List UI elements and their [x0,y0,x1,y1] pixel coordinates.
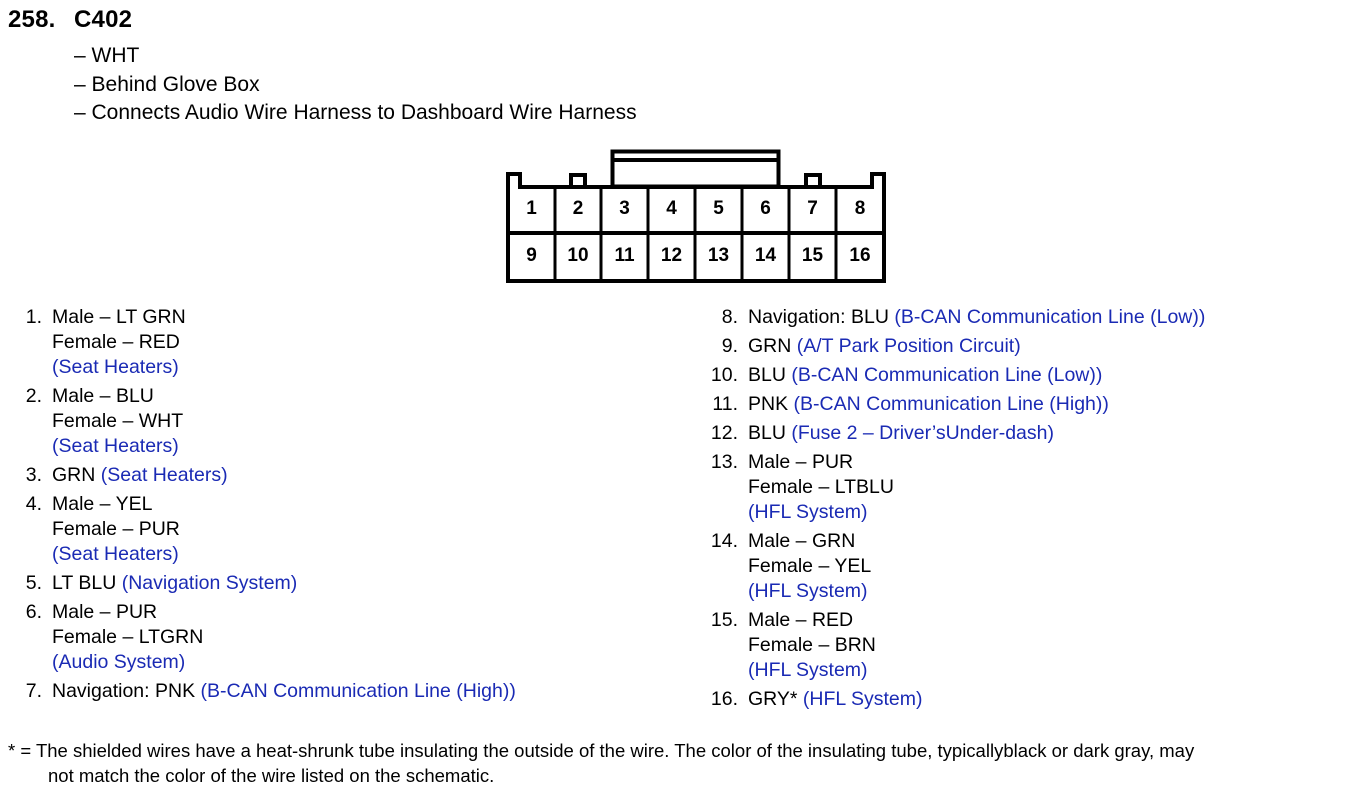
circuit-annotation: (B-CAN Communication Line (Low)) [894,306,1206,328]
wire-color-text: BLU [748,422,786,444]
connector-pin-number: 6 [760,198,771,219]
pin-entry [4,571,516,596]
connector-pin-number: 11 [614,245,635,266]
pin-line [52,600,516,625]
wire-color-text: Female – LTGRN [52,626,204,648]
pin-line [52,650,516,675]
pin-line [52,492,516,517]
wire-color-text: Female – LTBLU [748,476,894,498]
wire-color-text: Male – YEL [52,493,153,515]
pin-line [748,687,1205,712]
pin-entry [700,529,1205,604]
connector-pin-number: 16 [849,245,871,266]
pin-line [748,305,1205,330]
connector-color: – WHT [74,44,140,67]
connector-pin-number: 8 [854,198,866,219]
pin-line [52,571,516,596]
pin-entry [4,492,516,567]
circuit-annotation: (Fuse 2 – Driver’sUnder-dash) [791,422,1054,444]
pin-number: 7. [25,680,42,702]
wire-color-text: LT BLU [52,572,117,594]
wire-color-text: GRN [52,464,96,486]
pin-number: 15. [710,609,738,631]
circuit-annotation: (HFL System) [802,688,923,710]
pin-line [748,579,1205,604]
wire-color-text: Female – RED [52,331,180,353]
connector-pin-number: 15 [801,245,824,266]
section-number: 258. [8,6,56,33]
pin-line [52,434,516,459]
wire-color-text: Male – GRN [748,530,856,552]
wire-color-text: PNK [748,393,789,415]
wire-color-text: Male – PUR [748,451,854,473]
pin-line [748,421,1205,446]
wire-color-text: GRY* [748,688,798,710]
pin-number: 3. [25,464,42,486]
pin-line [52,625,516,650]
pin-number: 8. [721,306,738,328]
pin-line [748,475,1205,500]
pin-line [748,392,1205,417]
pin-list-right [700,305,1205,716]
pin-number: 2. [25,385,42,407]
pin-number: 4. [25,493,42,515]
pin-line [52,330,516,355]
connector-pin-number: 9 [526,245,537,266]
footnote [8,738,1358,788]
pin-entry [4,463,516,488]
pin-number: 6. [25,601,42,623]
pin-number: 10. [710,364,738,386]
wire-color-text: Female – WHT [52,410,184,432]
pin-line [748,608,1205,633]
pin-line [748,500,1205,525]
connector-lock-tab [613,152,779,187]
connector-id: C402 [74,6,133,33]
circuit-annotation: (Seat Heaters) [100,464,228,486]
pin-line [52,463,516,488]
pin-line [748,658,1205,683]
wire-color-text: BLU [748,364,786,386]
connector-location: – Behind Glove Box [74,72,260,96]
pin-line [52,355,516,380]
connector-pin-number: 10 [567,245,589,266]
connector-pin-number: 1 [526,198,537,219]
pin-entry [700,363,1205,388]
connector-pin-number: 7 [807,198,818,219]
pin-entry [700,450,1205,525]
circuit-annotation: (Audio System) [52,651,186,673]
wire-color-text: Female – PUR [52,518,180,540]
wire-color-text: Male – BLU [52,385,154,407]
pin-line [52,305,516,330]
wire-color-text: GRN [748,335,792,357]
pin-line [52,517,516,542]
pin-entry [700,687,1205,712]
pin-number: 9. [721,335,738,357]
pin-line [52,384,516,409]
connector-pin-number: 3 [619,198,630,219]
wire-color-text: Male – LT GRN [52,306,186,328]
pin-line [748,529,1205,554]
pin-line [748,450,1205,475]
footnote-line-2: not match the color of the wire listed on the schematic. [48,765,495,786]
circuit-annotation: (A/T Park Position Circuit) [796,335,1021,357]
wire-color-text: Male – RED [748,609,854,631]
pin-number: 13. [710,451,738,473]
pin-entry [4,600,516,675]
circuit-annotation: (HFL System) [748,580,868,602]
circuit-annotation: (B-CAN Communication Line (High)) [200,680,516,702]
circuit-annotation: (Seat Heaters) [52,435,179,457]
pin-entry [700,305,1205,330]
pin-entry [700,608,1205,683]
pin-line [748,363,1205,388]
connector-pin-number: 12 [660,245,683,266]
circuit-annotation: (B-CAN Communication Line (Low)) [791,364,1103,386]
pin-entry [4,384,516,459]
pin-entry [4,679,516,704]
pin-number: 1. [25,306,42,328]
pin-entry [700,334,1205,359]
circuit-annotation: (Seat Heaters) [52,356,179,378]
connector-pin-number: 4 [666,198,677,219]
pin-number: 16. [710,688,738,710]
pin-line [748,554,1205,579]
circuit-annotation: (HFL System) [748,659,868,681]
pin-line [748,633,1205,658]
pin-number: 5. [25,572,42,594]
circuit-annotation: (Navigation System) [121,572,298,594]
pin-list-left [4,305,516,708]
pin-line [52,409,516,434]
wire-color-text: Female – BRN [748,634,876,656]
wire-color-text: Female – YEL [748,555,872,577]
pin-entry [700,392,1205,417]
pin-line [748,334,1205,359]
connector-pin-number: 13 [707,245,730,266]
circuit-annotation: (HFL System) [748,501,868,523]
pin-entry [4,305,516,380]
pin-line [52,542,516,567]
pin-line [52,679,516,704]
connector-pin-number: 5 [713,198,724,219]
circuit-annotation: (B-CAN Communication Line (High)) [793,393,1109,415]
footnote-line-1: * = The shielded wires have a heat-shrunk tube insulating the outside of the wire. The color of the insulating tube, typicallyblack or dark gray, may [8,740,1195,761]
wire-color-text: Navigation: PNK [52,680,196,702]
pin-number: 12. [710,422,738,444]
wire-color-text: Navigation: BLU [748,306,889,328]
connector-pin-number: 14 [754,245,777,266]
circuit-annotation: (Seat Heaters) [52,543,179,565]
pin-number: 14. [710,530,738,552]
connector-description: – Connects Audio Wire Harness to Dashboard Wire Harness [74,101,637,124]
pin-number: 11. [712,393,738,415]
pin-entry [700,421,1205,446]
wire-color-text: Male – PUR [52,601,158,623]
connector-pin-number: 2 [572,198,584,219]
